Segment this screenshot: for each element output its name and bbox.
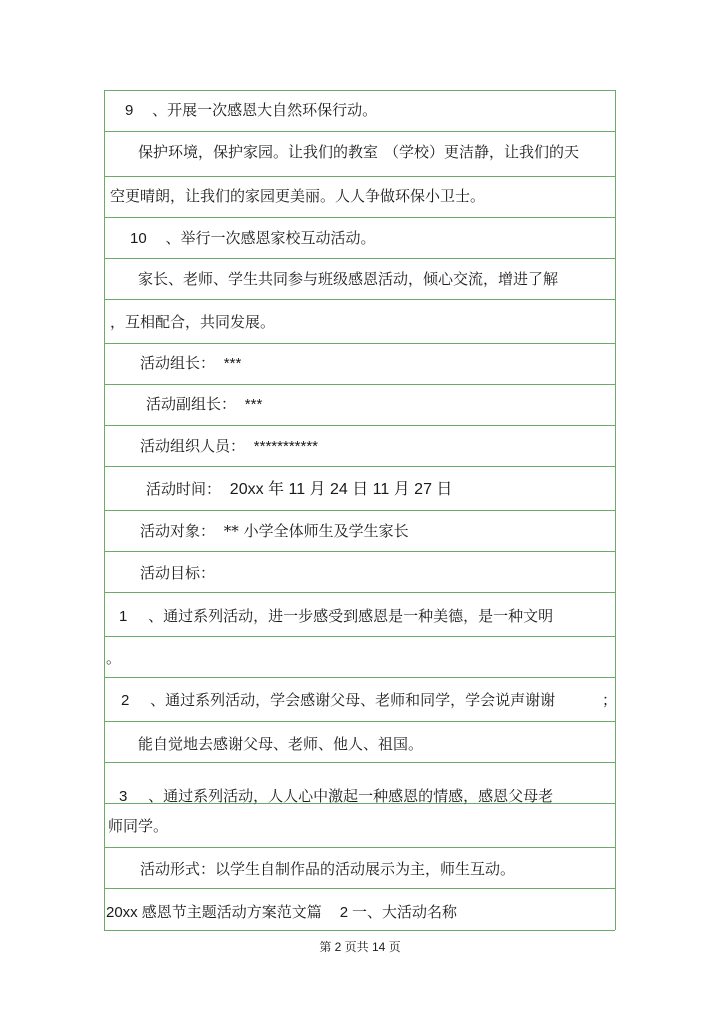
heading-title: 感恩节主题活动方案范文篇 <box>141 903 322 921</box>
goal-2-end <box>602 690 617 710</box>
rule <box>104 217 615 218</box>
section-label <box>140 563 215 583</box>
next-section-heading <box>106 902 457 923</box>
rule <box>104 131 615 132</box>
paragraph-text: ，互相配合，共同发展。 <box>110 313 276 331</box>
field-value: ** 小学全体师生及学生家长 <box>223 522 409 540</box>
paragraph-line <box>140 859 515 879</box>
field-label: 活动组织人员： <box>140 437 246 455</box>
item-9-line <box>125 100 377 121</box>
rule <box>104 90 615 91</box>
goal-text: 、通过系列活动，人人心中激起一种感恩的情感，感恩父母老 <box>148 787 554 805</box>
paragraph-text: 。 <box>106 649 122 667</box>
goal-number: 1 <box>119 608 128 625</box>
field-leader <box>140 353 241 374</box>
paragraph-line <box>138 269 558 289</box>
field-deputy-leader <box>146 394 262 415</box>
field-label: 活动时间： <box>146 480 222 498</box>
field-label: 活动副组长： <box>146 395 237 413</box>
rule <box>104 510 615 511</box>
field-label: 活动组长： <box>140 354 216 372</box>
paragraph-text: 保护环境，保护家园。让我们的教室 <box>138 143 379 161</box>
rule <box>104 592 615 593</box>
heading-year: 20xx <box>106 904 138 921</box>
paragraph-line <box>110 186 485 206</box>
rule <box>104 930 615 931</box>
rule <box>104 343 615 344</box>
paragraph-line <box>110 312 275 332</box>
paragraph-line <box>138 734 423 754</box>
rule <box>104 425 615 426</box>
goal-number: 2 <box>121 692 130 709</box>
page-footer <box>0 938 720 955</box>
field-value: *** <box>244 396 263 413</box>
field-value: 20xx 年 11 月 24 日 11 月 27 日 <box>229 481 453 498</box>
field-value: *** <box>223 355 242 372</box>
field-value: *********** <box>253 438 319 455</box>
goal-2-line <box>121 690 555 711</box>
paragraph-text: 更洁静，让我们的天 <box>444 143 580 161</box>
goal-3-line <box>119 786 553 807</box>
rule <box>104 384 615 385</box>
goal-1-line <box>119 606 553 627</box>
item-text: 、开展一次感恩大自然环保行动。 <box>152 101 378 119</box>
field-target <box>140 521 409 541</box>
field-organizers <box>140 436 318 457</box>
rule <box>104 258 615 259</box>
item-text: 、举行一次感恩家校互动活动。 <box>165 229 376 247</box>
page-number: 第 2 页共 14 页 <box>319 940 401 954</box>
heading-subtitle: 一、大活动名称 <box>352 903 458 921</box>
item-number: 9 <box>125 102 134 119</box>
rule <box>104 677 615 678</box>
paragraph-line <box>108 816 168 836</box>
goal-text: 、通过系列活动，学会感谢父母、老师和同学，学会说声谢谢 <box>150 691 556 709</box>
section-text: 活动目标： <box>140 564 216 582</box>
item-10-line <box>130 228 375 249</box>
rule <box>104 762 615 763</box>
item-number: 10 <box>130 230 147 247</box>
paragraph-text: 空更晴朗，让我们的家园更美丽。人人争做环保小卫士。 <box>110 187 486 205</box>
rule <box>104 636 615 637</box>
goal-text: 、通过系列活动，进一步感受到感恩是一种美德，是一种文明 <box>148 607 554 625</box>
paragraph-text: 能自觉地去感谢父母、老师、他人、祖国。 <box>138 735 424 753</box>
paragraph-text: 家长、老师、学生共同参与班级感恩活动，倾心交流，增进了解 <box>138 270 559 288</box>
paragraph-paren: （学校） <box>384 143 445 161</box>
goal-number: 3 <box>119 788 128 805</box>
paragraph-line <box>106 648 121 668</box>
rule <box>104 847 615 848</box>
rule <box>104 721 615 722</box>
rule <box>104 176 615 177</box>
field-label: 活动对象： <box>140 522 216 540</box>
rule <box>104 551 615 552</box>
heading-number: 2 <box>339 904 349 921</box>
rule <box>104 299 615 300</box>
field-time <box>146 479 452 500</box>
paragraph-text: 师同学。 <box>108 817 169 835</box>
rule <box>104 466 615 467</box>
paragraph-text: 活动形式：以学生自制作品的活动展示为主，师生互动。 <box>140 860 516 878</box>
rule <box>104 888 615 889</box>
paragraph-line <box>138 142 579 162</box>
goal-end-mark: ； <box>602 691 618 709</box>
